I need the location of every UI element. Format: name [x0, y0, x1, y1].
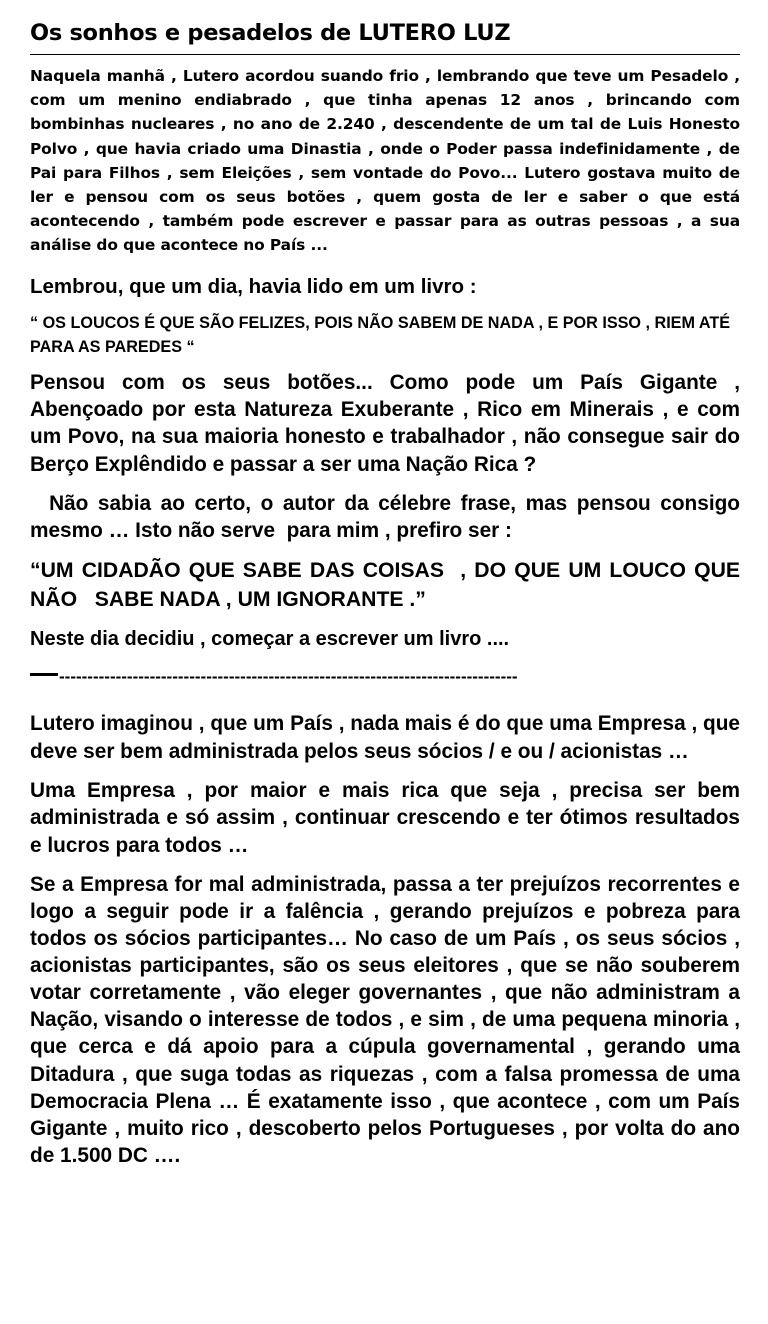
se-a-empresa-paragraph: Se a Empresa for mal administrada, passa a ter prejuízos recorrentes e logo a seguir pode ir a falência , gerando prejuízos e pobreza para todos os sócios participantes… No caso de um País , os seus sócios , acionistas participantes, são os seus eleitores , que se não souberem votar corretamente , vão eleger governantes , que não administram a Nação, visando o interesse de todos , e sim , de uma pequena minoria , que cerca e dá apoio para a cúpula governamental , gerando uma Ditadura , que suga todas as riquezas , com a falsa promessa de uma Democracia Plena … É exatamente isso , que acontece , com um País Gigante , muito rico , descoberto pelos Portugueses , por volta do ano de 1.500 DC ….	[30, 872, 740, 1167]
neste-dia-paragraph: Neste dia decidiu , começar a escrever um livro ....	[30, 628, 510, 651]
cidadao-quote: “UM CIDADÃO QUE SABE DAS COISAS , DO QUE UM LOUCO QUE NÃO SABE NADA , UM IGNORANTE .”	[30, 559, 758, 612]
section-divider	[30, 666, 630, 688]
uma-empresa-paragraph: Uma Empresa , por maior e mais rica que seja , precisa ser bem administrada e só assim , continuar crescendo e ter ótimos resultados e lucros para todos …	[30, 779, 740, 857]
divider-dashes: ---------------------------------------------------------------------------------	[59, 667, 518, 687]
lembrou-paragraph: Lembrou, que um dia, havia lido em um livro :	[30, 274, 477, 298]
intro-paragraph: Naquela manhã , Lutero acordou suando frio , lembrando que teve um Pesadelo , com um menino endiabrado , que tinha apenas 12 anos , brincando com bombinhas nucleares , no ano de 2.240 , descendente de um tal de Luis Honesto Polvo , que havia criado uma Dinastia , onde o Poder passa indefinidamente , de Pai para Filhos , sem Eleições , sem vontade do Povo... Lutero gostava muito de ler e pensou com os seus botões , quem gosta de ler e saber o que está acontecendo , também pode escrever e passar para as outras pessoas , a sua análise do que acontece no País ...	[30, 67, 740, 255]
document-page	[30, 18, 758, 1169]
loucos-quote: “ OS LOUCOS É QUE SÃO FELIZES, POIS NÃO SABEM DE NADA , E POR ISSO , RIEM ATÉ PARA AS PAREDES “	[30, 313, 731, 356]
nao-sabia-paragraph: Não sabia ao certo, o autor da célebre frase, mas pensou consigo mesmo … Isto não serve para mim , prefiro ser :	[30, 491, 746, 543]
lutero-imaginou-paragraph: Lutero imaginou , que um País , nada mais é do que uma Empresa , que deve ser bem administrada pelos seus sócios / e ou / acionistas …	[30, 712, 740, 763]
divider-lead-dash	[30, 673, 58, 676]
document-title: Os sonhos e pesadelos de LUTERO LUZ	[30, 18, 740, 55]
pensou-paragraph: Pensou com os seus botões... Como pode um País Gigante , Abençoado por esta Natureza Exuberante , Rico em Minerais , e com um Povo, na sua maioria honesto e trabalhador , não consegue sair do Berço Explêndido e passar a ser uma Nação Rica ?	[30, 370, 740, 476]
